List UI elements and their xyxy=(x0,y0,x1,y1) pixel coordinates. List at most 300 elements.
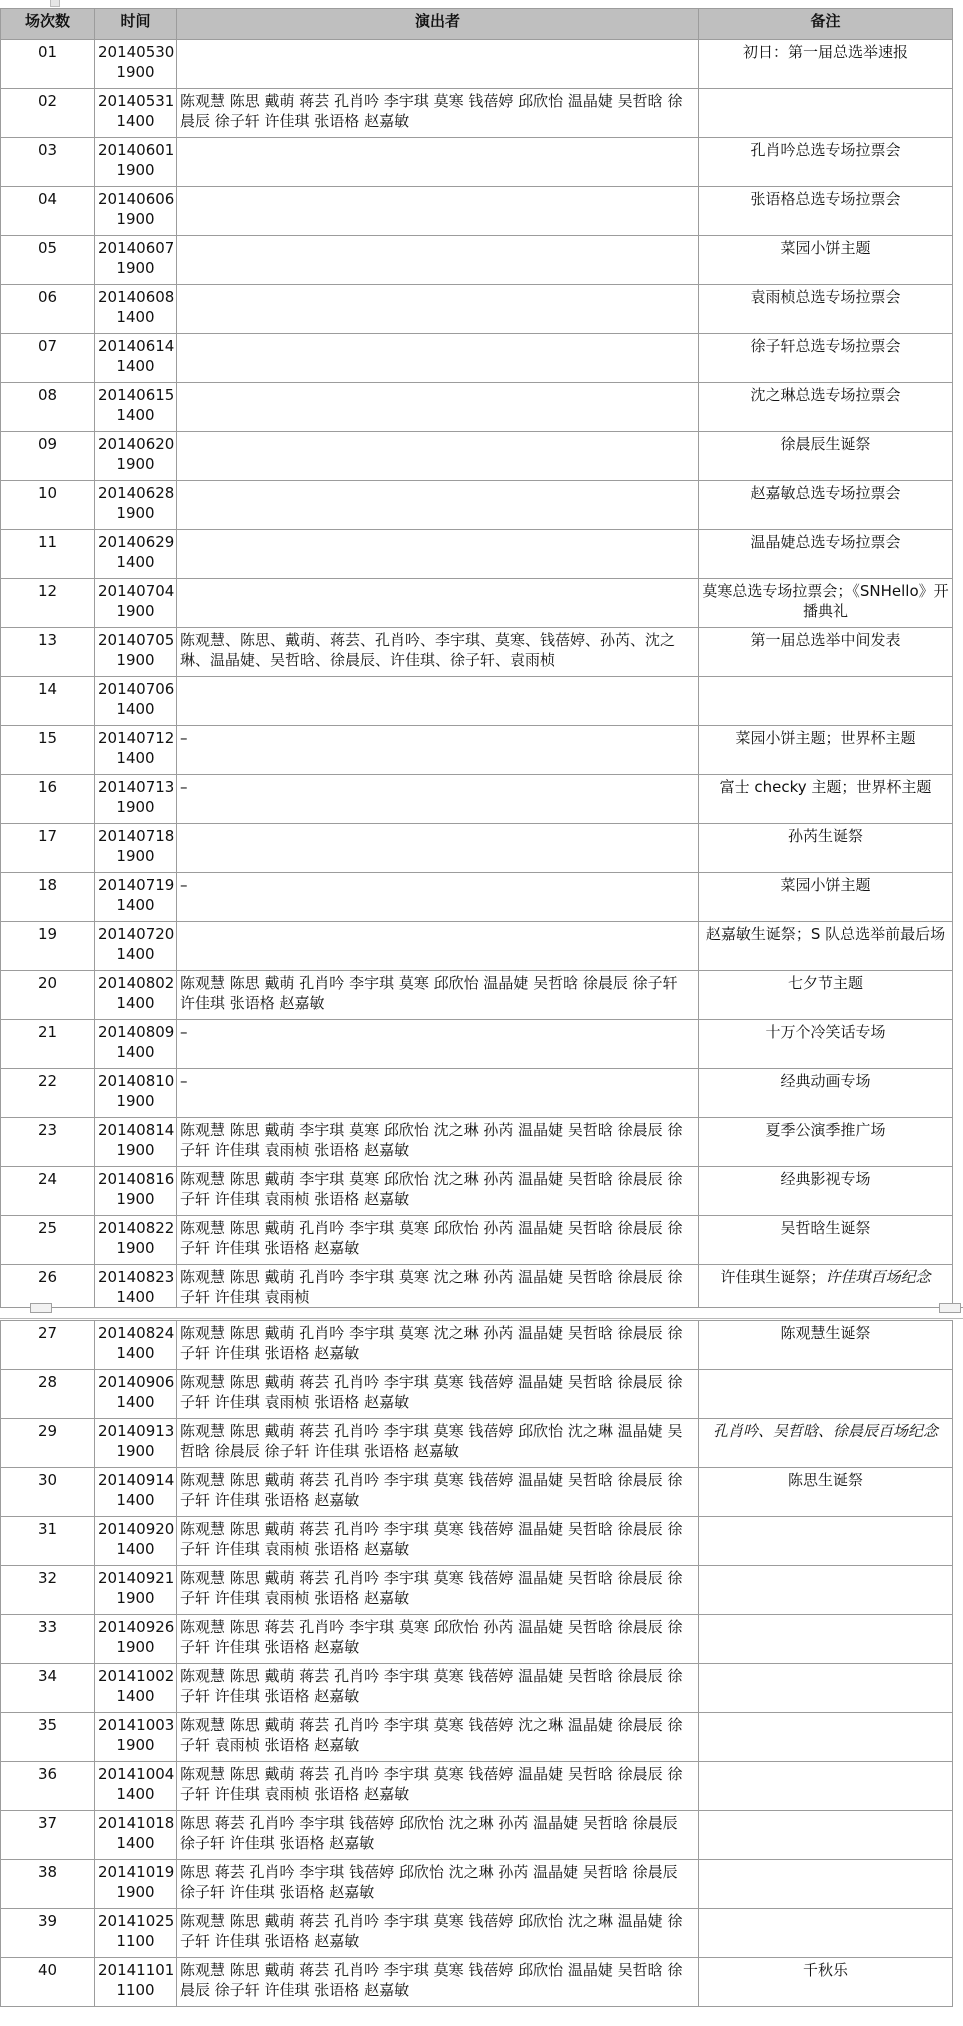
table-row xyxy=(1,922,953,971)
note-text: 张语格总选专场拉票会 xyxy=(750,190,901,208)
start-time-text: 1900 xyxy=(116,1190,155,1208)
time-cell xyxy=(95,138,177,187)
date-text: 20140712 xyxy=(98,729,175,747)
notes-cell xyxy=(699,971,953,1020)
time-cell xyxy=(95,1615,177,1664)
note-text: 菜园小饼主题；世界杯主题 xyxy=(735,729,916,747)
time-cell xyxy=(95,677,177,726)
note-text: 莫寒总选专场拉票会；《SNHello》开播典礼 xyxy=(702,582,949,620)
header-round: 场次数 xyxy=(1,9,95,40)
schedule-table-part-1 xyxy=(0,8,953,1314)
note-text: 沈之琳总选专场拉票会 xyxy=(750,386,901,404)
notes-cell xyxy=(699,530,953,579)
table-row xyxy=(1,1811,953,1860)
note-text: 经典影视专场 xyxy=(780,1170,871,1188)
performers-cell: – xyxy=(177,873,699,922)
start-time-text: 1900 xyxy=(116,210,155,228)
date-text: 20140719 xyxy=(98,876,175,894)
table-row xyxy=(1,1321,953,1370)
date-text: 20140810 xyxy=(98,1072,175,1090)
performers-cell xyxy=(177,824,699,873)
notes-cell xyxy=(699,824,953,873)
performers-cell: 陈观慧 陈思 戴萌 蒋芸 孔肖吟 李宇琪 莫寒 钱蓓婷 温晶婕 吴哲晗 徐晨辰 徐子轩 许佳琪 张语格 赵嘉敏 xyxy=(177,1468,699,1517)
note-text: 孙芮生诞祭 xyxy=(787,827,863,845)
performers-cell xyxy=(177,285,699,334)
note-text: 赵嘉敏生诞祭；S 队总选举前最后场 xyxy=(705,925,946,943)
start-time-text: 1400 xyxy=(116,112,155,130)
page-break-marker xyxy=(939,1303,961,1313)
date-text: 20141025 xyxy=(98,1912,175,1930)
time-cell xyxy=(95,530,177,579)
time-cell xyxy=(95,1517,177,1566)
time-cell xyxy=(95,40,177,89)
notes-cell xyxy=(699,138,953,187)
table-row xyxy=(1,383,953,432)
start-time-text: 1400 xyxy=(116,1540,155,1558)
table-row xyxy=(1,775,953,824)
note-text: 徐晨辰生诞祭 xyxy=(780,435,871,453)
start-time-text: 1900 xyxy=(116,1092,155,1110)
table-header-row xyxy=(1,9,953,40)
time-cell xyxy=(95,1713,177,1762)
time-cell xyxy=(95,1909,177,1958)
performers-cell: 陈观慧 陈思 戴萌 蒋芸 孔肖吟 李宇琪 莫寒 钱蓓婷 邱欣怡 沈之琳 温晶婕 吴哲晗 徐晨辰 徐子轩 许佳琪 张语格 赵嘉敏 xyxy=(177,1419,699,1468)
table-row xyxy=(1,1167,953,1216)
note-text: 初日：第一届总选举速报 xyxy=(742,43,908,61)
table-row xyxy=(1,1762,953,1811)
time-cell xyxy=(95,481,177,530)
notes-cell xyxy=(699,1370,953,1419)
table-row xyxy=(1,138,953,187)
performers-cell xyxy=(177,383,699,432)
table-row xyxy=(1,530,953,579)
performers-cell: 陈思 蒋芸 孔肖吟 李宇琪 钱蓓婷 邱欣怡 沈之琳 孙芮 温晶婕 吴哲晗 徐晨辰 徐子轩 许佳琪 张语格 赵嘉敏 xyxy=(177,1811,699,1860)
start-time-text: 1400 xyxy=(116,945,155,963)
schedule-table-part-2 xyxy=(0,1320,953,2007)
date-text: 20141101 xyxy=(98,1961,175,1979)
round-number-cell: 34 xyxy=(1,1664,95,1713)
table-row xyxy=(1,1958,953,2007)
date-text: 20141018 xyxy=(98,1814,175,1832)
header-time: 时间 xyxy=(95,9,177,40)
notes-cell xyxy=(699,481,953,530)
notes-cell xyxy=(699,579,953,628)
performers-cell xyxy=(177,138,699,187)
performers-cell: 陈观慧 陈思 戴萌 孔肖吟 李宇琪 莫寒 邱欣怡 孙芮 温晶婕 吴哲晗 徐晨辰 徐子轩 许佳琪 张语格 赵嘉敏 xyxy=(177,1216,699,1265)
round-number-cell: 10 xyxy=(1,481,95,530)
note-text: 经典动画专场 xyxy=(780,1072,871,1090)
round-number-cell: 33 xyxy=(1,1615,95,1664)
round-number-cell: 03 xyxy=(1,138,95,187)
date-text: 20140816 xyxy=(98,1170,175,1188)
round-number-cell: 35 xyxy=(1,1713,95,1762)
table-row xyxy=(1,432,953,481)
round-number-cell: 28 xyxy=(1,1370,95,1419)
performers-cell xyxy=(177,432,699,481)
time-cell xyxy=(95,187,177,236)
table-row xyxy=(1,187,953,236)
notes-cell xyxy=(699,726,953,775)
date-text: 20140718 xyxy=(98,827,175,845)
start-time-text: 1400 xyxy=(116,1288,155,1306)
date-text: 20140713 xyxy=(98,778,175,796)
time-cell xyxy=(95,1069,177,1118)
table-row xyxy=(1,628,953,677)
date-text: 20141003 xyxy=(98,1716,175,1734)
time-cell xyxy=(95,1566,177,1615)
start-time-text: 1900 xyxy=(116,1736,155,1754)
table-row xyxy=(1,1370,953,1419)
time-cell xyxy=(95,1468,177,1517)
note-text: 吴哲晗生诞祭 xyxy=(780,1219,871,1237)
start-time-text: 1400 xyxy=(116,1687,155,1705)
time-cell xyxy=(95,1321,177,1370)
time-cell xyxy=(95,1020,177,1069)
round-number-cell: 09 xyxy=(1,432,95,481)
notes-cell xyxy=(699,40,953,89)
time-cell xyxy=(95,628,177,677)
start-time-text: 1900 xyxy=(116,455,155,473)
date-text: 20140530 xyxy=(98,43,175,61)
table-row xyxy=(1,1216,953,1265)
table-row xyxy=(1,1468,953,1517)
round-number-cell: 21 xyxy=(1,1020,95,1069)
start-time-text: 1900 xyxy=(116,602,155,620)
date-text: 20140608 xyxy=(98,288,175,306)
date-text: 20140824 xyxy=(98,1324,175,1342)
date-text: 20140823 xyxy=(98,1268,175,1286)
date-text: 20140920 xyxy=(98,1520,175,1538)
note-text: 富士 checky 主题；世界杯主题 xyxy=(719,778,932,796)
start-time-text: 1100 xyxy=(116,1981,155,1999)
notes-cell xyxy=(699,1762,953,1811)
start-time-text: 1400 xyxy=(116,896,155,914)
table-row xyxy=(1,1615,953,1664)
start-time-text: 1400 xyxy=(116,1491,155,1509)
table-row xyxy=(1,677,953,726)
round-number-cell: 36 xyxy=(1,1762,95,1811)
date-text: 20141002 xyxy=(98,1667,175,1685)
round-number-cell: 18 xyxy=(1,873,95,922)
note-text: 陈思生诞祭 xyxy=(787,1471,863,1489)
performers-cell: 陈观慧、陈思、戴萌、蒋芸、孔肖吟、李宇琪、莫寒、钱蓓婷、孙芮、沈之琳、温晶婕、吴哲晗、徐晨辰、许佳琪、徐子轩、袁雨桢 xyxy=(177,628,699,677)
time-cell xyxy=(95,432,177,481)
start-time-text: 1400 xyxy=(116,357,155,375)
note-text: 菜园小饼主题 xyxy=(780,876,871,894)
round-number-cell: 08 xyxy=(1,383,95,432)
start-time-text: 1400 xyxy=(116,994,155,1012)
notes-cell xyxy=(699,1664,953,1713)
time-cell xyxy=(95,1860,177,1909)
performers-cell: 陈观慧 陈思 戴萌 蒋芸 孔肖吟 李宇琪 莫寒 钱蓓婷 沈之琳 温晶婕 徐晨辰 徐子轩 袁雨桢 张语格 赵嘉敏 xyxy=(177,1713,699,1762)
time-cell xyxy=(95,383,177,432)
notes-cell xyxy=(699,1216,953,1265)
start-time-text: 1900 xyxy=(116,63,155,81)
table-row xyxy=(1,971,953,1020)
time-cell xyxy=(95,89,177,138)
time-cell xyxy=(95,334,177,383)
date-text: 20140629 xyxy=(98,533,175,551)
notes-cell xyxy=(699,1566,953,1615)
date-text: 20140620 xyxy=(98,435,175,453)
start-time-text: 1900 xyxy=(116,1589,155,1607)
notes-cell xyxy=(699,1321,953,1370)
round-number-cell: 24 xyxy=(1,1167,95,1216)
table-row xyxy=(1,1069,953,1118)
note-text: 温晶婕总选专场拉票会 xyxy=(750,533,901,551)
round-number-cell: 13 xyxy=(1,628,95,677)
note-text: 陈观慧生诞祭 xyxy=(780,1324,871,1342)
round-number-cell: 30 xyxy=(1,1468,95,1517)
time-cell xyxy=(95,579,177,628)
notes-cell xyxy=(699,1615,953,1664)
start-time-text: 1400 xyxy=(116,1785,155,1803)
performers-cell xyxy=(177,187,699,236)
notes-cell xyxy=(699,1811,953,1860)
time-cell xyxy=(95,1762,177,1811)
time-cell xyxy=(95,1370,177,1419)
performers-cell: 陈观慧 陈思 戴萌 李宇琪 莫寒 邱欣怡 沈之琳 孙芮 温晶婕 吴哲晗 徐晨辰 徐子轩 许佳琪 袁雨桢 张语格 赵嘉敏 xyxy=(177,1167,699,1216)
table-row xyxy=(1,726,953,775)
time-cell xyxy=(95,1419,177,1468)
round-number-cell: 39 xyxy=(1,1909,95,1958)
round-number-cell: 23 xyxy=(1,1118,95,1167)
table-row xyxy=(1,1020,953,1069)
performers-cell: 陈观慧 陈思 戴萌 蒋芸 孔肖吟 李宇琪 莫寒 钱蓓婷 邱欣怡 沈之琳 温晶婕 徐子轩 许佳琪 张语格 赵嘉敏 xyxy=(177,1909,699,1958)
start-time-text: 1900 xyxy=(116,504,155,522)
notes-cell xyxy=(699,89,953,138)
performers-cell: 陈观慧 陈思 戴萌 蒋芸 孔肖吟 李宇琪 莫寒 钱蓓婷 邱欣怡 温晶婕 吴哲晗 徐晨辰 徐子轩 许佳琪 张语格 赵嘉敏 xyxy=(177,89,699,138)
table-row xyxy=(1,285,953,334)
note-text: 孔肖吟总选专场拉票会 xyxy=(750,141,901,159)
table-row xyxy=(1,1566,953,1615)
date-text: 20140802 xyxy=(98,974,175,992)
notes-cell xyxy=(699,383,953,432)
time-cell xyxy=(95,1216,177,1265)
table-row xyxy=(1,873,953,922)
start-time-text: 1400 xyxy=(116,553,155,571)
date-text: 20140809 xyxy=(98,1023,175,1041)
round-number-cell: 27 xyxy=(1,1321,95,1370)
notes-cell xyxy=(699,1167,953,1216)
performers-cell: 陈观慧 陈思 戴萌 蒋芸 孔肖吟 李宇琪 莫寒 钱蓓婷 温晶婕 吴哲晗 徐晨辰 徐子轩 许佳琪 袁雨桢 张语格 赵嘉敏 xyxy=(177,1566,699,1615)
note-text: 袁雨桢总选专场拉票会 xyxy=(750,288,901,306)
notes-cell xyxy=(699,873,953,922)
performers-cell: – xyxy=(177,726,699,775)
notes-cell xyxy=(699,1069,953,1118)
note-text: 赵嘉敏总选专场拉票会 xyxy=(750,484,901,502)
page-break-marker xyxy=(30,1303,52,1313)
time-cell xyxy=(95,1167,177,1216)
time-cell xyxy=(95,873,177,922)
performers-cell: – xyxy=(177,1020,699,1069)
start-time-text: 1400 xyxy=(116,700,155,718)
notes-cell xyxy=(699,1118,953,1167)
time-cell xyxy=(95,285,177,334)
round-number-cell: 37 xyxy=(1,1811,95,1860)
notes-cell xyxy=(699,432,953,481)
performers-cell: 陈观慧 陈思 戴萌 孔肖吟 李宇琪 莫寒 邱欣怡 温晶婕 吴哲晗 徐晨辰 徐子轩 许佳琪 张语格 赵嘉敏 xyxy=(177,971,699,1020)
round-number-cell: 11 xyxy=(1,530,95,579)
notes-cell xyxy=(699,285,953,334)
round-number-cell: 14 xyxy=(1,677,95,726)
table-row xyxy=(1,1909,953,1958)
start-time-text: 1400 xyxy=(116,749,155,767)
start-time-text: 1100 xyxy=(116,1932,155,1950)
round-number-cell: 02 xyxy=(1,89,95,138)
performers-cell xyxy=(177,334,699,383)
date-text: 20140926 xyxy=(98,1618,175,1636)
time-cell xyxy=(95,1118,177,1167)
date-text: 20140921 xyxy=(98,1569,175,1587)
table-row xyxy=(1,1517,953,1566)
performers-cell xyxy=(177,481,699,530)
table-row xyxy=(1,1419,953,1468)
header-performers: 演出者 xyxy=(177,9,699,40)
performers-cell: 陈观慧 陈思 戴萌 孔肖吟 李宇琪 莫寒 沈之琳 孙芮 温晶婕 吴哲晗 徐晨辰 徐子轩 许佳琪 袁雨桢 xyxy=(177,1265,699,1314)
note-text: 十万个冷笑话专场 xyxy=(765,1023,886,1041)
table-row xyxy=(1,236,953,285)
start-time-text: 1400 xyxy=(116,1344,155,1362)
notes-cell xyxy=(699,187,953,236)
round-number-cell: 32 xyxy=(1,1566,95,1615)
date-text: 20141019 xyxy=(98,1863,175,1881)
performers-cell: 陈观慧 陈思 戴萌 孔肖吟 李宇琪 莫寒 沈之琳 孙芮 温晶婕 吴哲晗 徐晨辰 徐子轩 许佳琪 张语格 赵嘉敏 xyxy=(177,1321,699,1370)
notes-cell xyxy=(699,1517,953,1566)
notes-cell xyxy=(699,1713,953,1762)
round-number-cell: 12 xyxy=(1,579,95,628)
performers-cell xyxy=(177,236,699,285)
date-text: 20140720 xyxy=(98,925,175,943)
date-text: 20140614 xyxy=(98,337,175,355)
date-text: 20140914 xyxy=(98,1471,175,1489)
start-time-text: 1900 xyxy=(116,847,155,865)
notes-cell xyxy=(699,677,953,726)
note-text: 第一届总选举中间发表 xyxy=(750,631,901,649)
performers-cell: 陈观慧 陈思 戴萌 蒋芸 孔肖吟 李宇琪 莫寒 钱蓓婷 温晶婕 吴哲晗 徐晨辰 徐子轩 许佳琪 袁雨桢 张语格 赵嘉敏 xyxy=(177,1517,699,1566)
performers-cell: 陈观慧 陈思 戴萌 蒋芸 孔肖吟 李宇琪 莫寒 钱蓓婷 温晶婕 吴哲晗 徐晨辰 徐子轩 许佳琪 袁雨桢 张语格 赵嘉敏 xyxy=(177,1762,699,1811)
date-text: 20140615 xyxy=(98,386,175,404)
date-text: 20140704 xyxy=(98,582,175,600)
round-number-cell: 25 xyxy=(1,1216,95,1265)
start-time-text: 1900 xyxy=(116,651,155,669)
table-row xyxy=(1,481,953,530)
round-number-cell: 15 xyxy=(1,726,95,775)
round-number-cell: 22 xyxy=(1,1069,95,1118)
notes-cell xyxy=(699,334,953,383)
date-text: 20140705 xyxy=(98,631,175,649)
round-number-cell: 17 xyxy=(1,824,95,873)
page-corner-marker xyxy=(50,0,60,7)
date-text: 20140822 xyxy=(98,1219,175,1237)
table-row xyxy=(1,1860,953,1909)
performers-cell: 陈观慧 陈思 蒋芸 孔肖吟 李宇琪 莫寒 邱欣怡 孙芮 温晶婕 吴哲晗 徐晨辰 徐子轩 许佳琪 张语格 赵嘉敏 xyxy=(177,1615,699,1664)
round-number-cell: 29 xyxy=(1,1419,95,1468)
time-cell xyxy=(95,775,177,824)
note-text: 千秋乐 xyxy=(802,1961,848,1979)
notes-cell xyxy=(699,1909,953,1958)
date-text: 20141004 xyxy=(98,1765,175,1783)
round-number-cell: 16 xyxy=(1,775,95,824)
page-break xyxy=(0,1307,963,1319)
start-time-text: 1900 xyxy=(116,1442,155,1460)
round-number-cell: 07 xyxy=(1,334,95,383)
round-number-cell: 38 xyxy=(1,1860,95,1909)
date-text: 20140601 xyxy=(98,141,175,159)
note-text: 许佳琪生诞祭； xyxy=(720,1268,826,1286)
notes-cell xyxy=(699,1958,953,2007)
performers-cell xyxy=(177,530,699,579)
table-row xyxy=(1,89,953,138)
note-text: 徐子轩总选专场拉票会 xyxy=(750,337,901,355)
time-cell xyxy=(95,824,177,873)
time-cell xyxy=(95,922,177,971)
date-text: 20140628 xyxy=(98,484,175,502)
notes-cell xyxy=(699,1020,953,1069)
round-number-cell: 40 xyxy=(1,1958,95,2007)
start-time-text: 1400 xyxy=(116,1393,155,1411)
date-text: 20140906 xyxy=(98,1373,175,1391)
start-time-text: 1400 xyxy=(116,406,155,424)
table-row xyxy=(1,1713,953,1762)
time-cell xyxy=(95,726,177,775)
date-text: 20140814 xyxy=(98,1121,175,1139)
performers-cell: – xyxy=(177,1069,699,1118)
round-number-cell: 31 xyxy=(1,1517,95,1566)
note-italic-text: 许佳琪百场纪念 xyxy=(825,1268,931,1286)
performers-cell xyxy=(177,922,699,971)
table-row xyxy=(1,40,953,89)
note-italic-text: 孔肖吟、吴哲晗、徐晨辰百场纪念 xyxy=(712,1422,938,1440)
performers-cell xyxy=(177,579,699,628)
start-time-text: 1400 xyxy=(116,1043,155,1061)
round-number-cell: 19 xyxy=(1,922,95,971)
performers-cell: 陈观慧 陈思 戴萌 蒋芸 孔肖吟 李宇琪 莫寒 钱蓓婷 温晶婕 吴哲晗 徐晨辰 徐子轩 许佳琪 张语格 赵嘉敏 xyxy=(177,1664,699,1713)
table-row xyxy=(1,824,953,873)
note-text: 夏季公演季推广场 xyxy=(765,1121,886,1139)
start-time-text: 1900 xyxy=(116,1141,155,1159)
note-text: 七夕节主题 xyxy=(787,974,863,992)
start-time-text: 1900 xyxy=(116,1883,155,1901)
header-notes: 备注 xyxy=(699,9,953,40)
round-number-cell: 05 xyxy=(1,236,95,285)
notes-cell xyxy=(699,922,953,971)
performers-cell: 陈观慧 陈思 戴萌 蒋芸 孔肖吟 李宇琪 莫寒 钱蓓婷 温晶婕 吴哲晗 徐晨辰 徐子轩 许佳琪 袁雨桢 张语格 赵嘉敏 xyxy=(177,1370,699,1419)
start-time-text: 1400 xyxy=(116,308,155,326)
notes-cell xyxy=(699,775,953,824)
performers-cell: 陈思 蒋芸 孔肖吟 李宇琪 钱蓓婷 邱欣怡 沈之琳 孙芮 温晶婕 吴哲晗 徐晨辰 徐子轩 许佳琪 张语格 赵嘉敏 xyxy=(177,1860,699,1909)
table-row xyxy=(1,1664,953,1713)
notes-cell xyxy=(699,236,953,285)
note-text: 菜园小饼主题 xyxy=(780,239,871,257)
performers-cell: 陈观慧 陈思 戴萌 蒋芸 孔肖吟 李宇琪 莫寒 钱蓓婷 邱欣怡 温晶婕 吴哲晗 徐晨辰 徐子轩 许佳琪 张语格 赵嘉敏 xyxy=(177,1958,699,2007)
start-time-text: 1900 xyxy=(116,1239,155,1257)
notes-cell xyxy=(699,1419,953,1468)
notes-cell xyxy=(699,1860,953,1909)
time-cell xyxy=(95,236,177,285)
time-cell xyxy=(95,971,177,1020)
date-text: 20140531 xyxy=(98,92,175,110)
round-number-cell: 01 xyxy=(1,40,95,89)
round-number-cell: 20 xyxy=(1,971,95,1020)
start-time-text: 1900 xyxy=(116,798,155,816)
time-cell xyxy=(95,1664,177,1713)
time-cell xyxy=(95,1811,177,1860)
round-number-cell: 26 xyxy=(1,1265,95,1314)
start-time-text: 1900 xyxy=(116,161,155,179)
start-time-text: 1400 xyxy=(116,1834,155,1852)
performers-cell: – xyxy=(177,775,699,824)
